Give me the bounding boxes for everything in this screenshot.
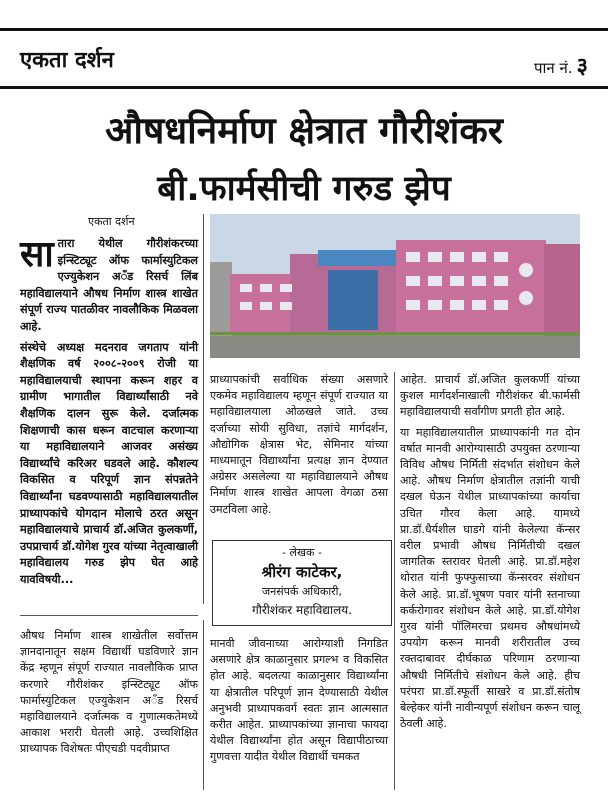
lead-paragraph-1: [20, 236, 198, 336]
top-rule: [0, 28, 608, 31]
byline: एकता दर्शन: [88, 215, 135, 228]
column-2-bottom: [210, 636, 388, 770]
headline-line-2: बी.फार्मसीची गरुड झेप: [157, 169, 451, 209]
lead-paragraph-2: संस्थेचे अध्यक्ष मदनराव जगताप यांनी शैक्षणिक वर्ष २००८-२००९ रोजी या महाविद्यालयाची स्थापना करून शहर व ग्रामीण भागातील विद्यार्थ्यांसाठी नवे शैक्षणिक दालन सुरू केले. दर्जात्मक शिक्षणाची कास धरून वाटचाल करणाऱ्या या महाविद्यालयाने आजवर असंख्य विद्यार्थ्यांचे करिअर घडवले आहे. कौशल्य विकसित व परिपूर्ण ज्ञान संपन्नतेने विद्यार्थ्यांना घडवण्यासाठी महाविद्यालयातील प्राध्यापकांचे योगदान मोलाचे ठरत असून महाविद्यालयाचे प्राचार्य डॉ.अजित कुलकर्णी, उपप्राचार्य डॉ.योगेश गुरव यांच्या नेतृत्वाखाली महाविद्यालय गरुड झेप घेत आहे यावविषयी...: [20, 340, 198, 586]
author-role: जनसंपर्क अधिकारी,: [261, 585, 343, 598]
column-1-body: [20, 628, 198, 762]
masthead: एकता दर्शन: [20, 48, 114, 73]
lead-column: [20, 236, 198, 592]
page-number-label: [534, 50, 588, 80]
lead-first-text: तारा येथील गौरीशंकरच्या इन्स्टिट्यूट ऑफ फार्मास्युटिकल एज्युकेशन अॅंड रिसर्च लिंब महाविद्यालयाने औषध निर्माण शास्त्र शाखेत संपूर्ण राज्य पातळीवर नावलौकिक मिळवला आहे.: [20, 237, 198, 333]
college-building-photo: [210, 214, 580, 358]
column-2-top: [210, 372, 388, 522]
author-name: श्रीरंग काटेकर,: [261, 563, 343, 581]
column-2-paragraph: प्राध्यापकांची सर्वाधिक संख्या असणारे एकमेव महाविद्यालय म्हणून संपूर्ण राज्यात या महाविद्यालयाला ओळखले जाते. उच्च दर्जाच्या सोयी सुविधा, तज्ञांचे मार्गदर्शन, औद्योगिक क्षेत्रास भेट, सेमिनार यांच्या माध्यमातून विद्यार्थ्यांना प्रत्यक्ष ज्ञान देण्यात अग्रेसर असलेल्या या महाविद्यालयाने औषध निर्माण शास्त्र शाखेत आपला वेगळा ठसा उमटविला आहे.: [210, 373, 388, 516]
column-divider: [203, 214, 204, 604]
column-1-paragraph: औषध निर्माण शास्त्र शाखेतील सर्वोत्तम ज्ञानदानातून सक्षम विद्यार्थी घडविणारे ज्ञान केंद्र म्हणून संपूर्ण राज्यात नावलौकिक प्राप्त करणारे गौरीशंकर इन्स्टिट्यूट ऑफ फार्मास्युटिकल एज्युकेशन अॅंड रिसर्च महाविद्यालयाने दर्जात्मक व गुणात्मकतेमध्ये आकाश भरारी घेतली आहे. उच्चशिक्षित प्राध्यापक विशेषतः पीएचडी पदवीप्राप्त: [20, 629, 198, 756]
author-organization: गौरीशंकर महाविद्यालय.: [252, 603, 352, 617]
page-label: पान नं.: [533, 59, 573, 77]
dropcap: सा: [20, 234, 54, 275]
column-3-paragraph-2: या महाविद्यालयातील प्राध्यापकांनी गत दोन वर्षात मानवी आरोग्यासाठी उपयुक्त ठरणाऱ्या विविध औषध निर्मिती संदर्भात संशोधन केले आहे. औषध निर्माण क्षेत्रातील तज्ञांनी याची दखल घेऊन येथील प्राध्यापकांच्या कार्याचा उचित गौरव केला आहे. यामध्ये प्रा.डॉ.धैर्यशील घाडगे यांनी केलेल्या कॅन्सर वरील प्रभावी औषध निर्मितीची दखल जागतिक स्तरावर घेतली आहे. प्रा.डॉ.महेश थोरात यांनी फुफ्फुसाच्या कॅन्सरवर संशोधन केले आहे. प्रा.डॉ.भूषण पवार यांनी स्तनाच्या कर्करोगावर संशोधन केले आहे. प्रा.डॉ.योगेश गुरव यांनी पॉलिमरचा प्रथमच औषधांमध्ये उपयोग करून मानवी शरीरातील उच्च रक्तदाबावर दीर्घकाळ परिणाम ठरणाऱ्या औषधी निर्मितीचे संशोधन केले आहे. हीच परंपरा प्रा.डॉ.स्फूर्ती साखरे व प्रा.डॉ.संतोष बेल्हेकर यांनी नावीन्यपूर्ण संशोधन करून चालू ठेवली आहे.: [400, 425, 580, 731]
author-box: [212, 540, 392, 626]
column-divider: [394, 372, 395, 790]
column-3-paragraph-1: आहेत. प्राचार्य डॉ.अजित कुलकर्णी यांच्या कुशल मार्गदर्शनाखाली गौरीशंकर बी.फार्मसी महाविद्यालयाची सर्वांगीण प्रगती होत आहे.: [400, 373, 580, 419]
column-3: [400, 372, 580, 736]
headline-line-1: औषधनिर्माण क्षेत्रात गौरीशंकर: [105, 109, 503, 152]
column-divider: [203, 620, 204, 790]
page-number: ३: [576, 54, 588, 79]
column-2-paragraph-2: मानवी जीवनाच्या आरोग्याशी निगडित असणारे क्षेत्र काळानुसार प्रगल्भ व विकसित होत आहे. बदलत्या काळानुसार विद्यार्थ्यांना या क्षेत्रातील परिपूर्ण ज्ञान देण्यासाठी येथील अनुभवी प्राध्यापकवर्ग स्वतः ज्ञान आत्मसात करीत आहेत. प्राध्यापकांच्या ज्ञानाचा फायदा येथील विद्यार्थ्यांना होत असून विद्यापीठाच्या गुणवत्ता यादीत येथील विद्यार्थी चमकत: [210, 637, 388, 764]
author-label: - लेखक -: [282, 546, 322, 559]
section-divider: [20, 615, 198, 616]
masthead-rule: [0, 86, 608, 89]
